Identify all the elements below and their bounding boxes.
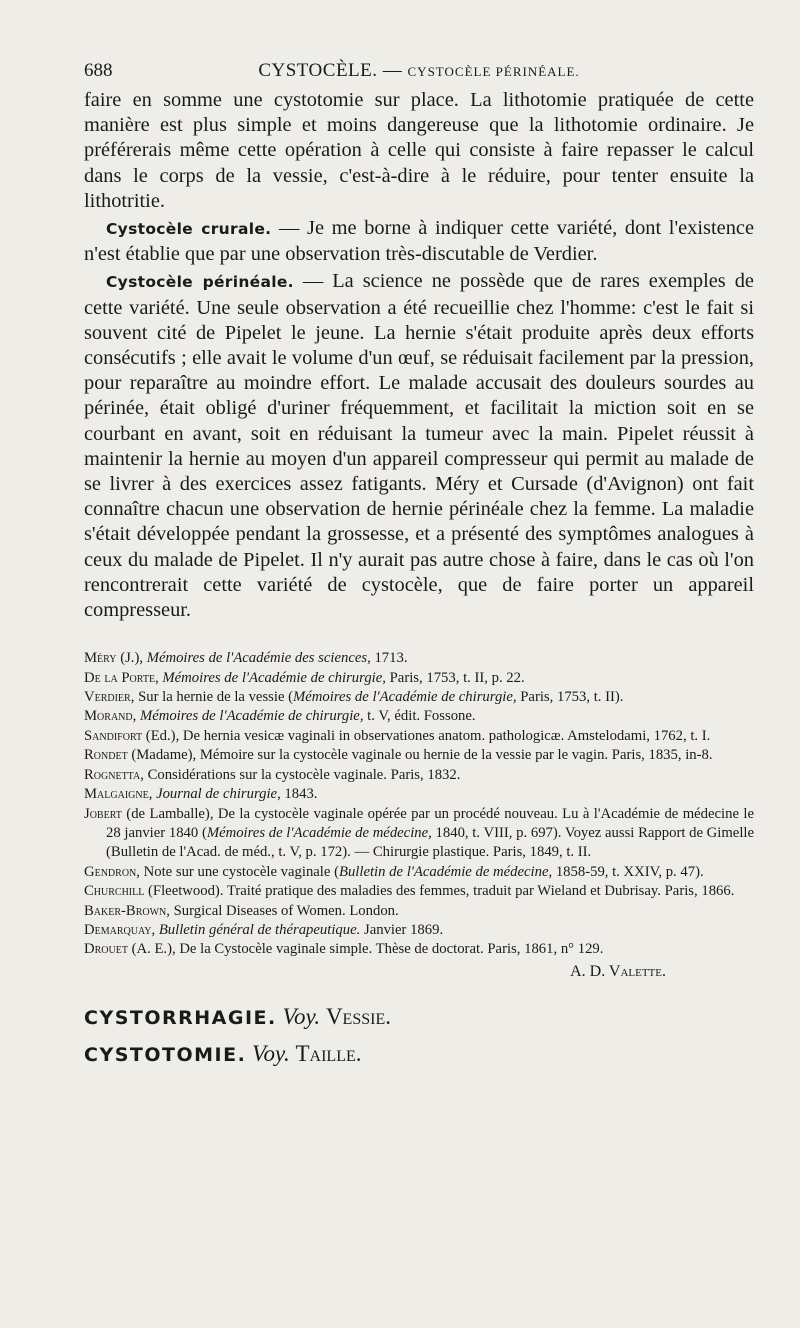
reference-title: Mémoires de l'Académie de médecine, <box>206 824 432 841</box>
reference-details: Paris, 1753, t. II). <box>516 689 624 706</box>
reference-title: Mémoires de l'Académie de chirurgie, <box>162 669 386 686</box>
paragraph-continuation <box>84 88 754 214</box>
reference-entry <box>84 882 754 901</box>
reference-author: Jobert <box>84 805 122 822</box>
reference-text: , Surgical Diseases of Women. London. <box>166 902 399 919</box>
reference-author: Demarquay <box>84 921 152 938</box>
paragraph-text: faire en somme une cystotomie sur place. La lithotomie pratiquée de cette manière est plus simple et moins dangereuse que la lithotomie ordinaire. Je préférerais même cette opération à celle qui consiste à faire repasser le calcul dans le corps de la vessie, c'est-à-dire à le réduire, pour tenter ensuite la lithotritie. <box>84 89 754 212</box>
reference-text: (J.), <box>116 650 147 667</box>
reference-entry <box>84 688 754 707</box>
paragraph-text: — La science ne possède que de rares exemples de cette variété. Une seule observation a été recueillie chez l'homme: c'est le fait si souvent cité de Pipelet le jeune. La hernie s'était produite après deux efforts consécutifs ; elle avait le volume d'un œuf, se réduisait facilement par la pression, pour reparaître au moindre effort. Le malade accusait des douleurs sourdes au périnée, était obligé d'uriner fréquemment, et facilitait la miction soit en se courbant en avant, soit en réduisant la tumeur avec la main. Pipelet réussit à maintenir la hernie au moyen d'un appareil compresseur qui permit au malade de se livrer à des exercices assez fatigants. Méry et Cursade (d'Avignon) ont fait connaître chacun une observation de hernie périnéale chez la femme. La maladie s'était développée pendant la grossesse, et a présenté des symptômes analogues à ceux du malade de Pipelet. Il n'y aurait pas autre chose à faire, dans le cas où l'on rencontrerait cette variété de cystocèle, que de faire porter un appareil compresseur. <box>84 270 754 622</box>
reference-title: Bulletin général de thérapeutique. <box>158 921 361 938</box>
reference-author: Sandifort <box>84 727 143 744</box>
running-title-sub: CYSTOCÈLE PÉRINÉALE. <box>407 64 580 79</box>
book-page <box>84 56 754 1073</box>
reference-entry <box>84 902 754 921</box>
reference-details: t. V, édit. Fossone. <box>363 708 476 725</box>
cross-reference-target: Taille. <box>295 1040 362 1066</box>
reference-details: Janvier 1869. <box>360 921 444 938</box>
reference-entry <box>84 785 754 804</box>
reference-entry <box>84 940 754 959</box>
reference-entry <box>84 649 754 668</box>
reference-text: , Considérations sur la cystocèle vaginale. Paris, 1832. <box>140 766 461 783</box>
paragraph-text: — Je me borne à indiquer cette variété, dont l'existence n'est établie que par une observation très-discutable de Verdier. <box>84 217 754 266</box>
section-lead: Cystocèle crurale. <box>106 220 272 239</box>
reference-text: (A. E.), De la Cystocèle vaginale simple. Thèse de doctorat. Paris, 1861, n° 129. <box>127 941 604 958</box>
reference-details: 1713. <box>370 650 408 667</box>
reference-author: Rondet <box>84 747 128 764</box>
reference-text: (Madame), Mémoire sur la cystocèle vaginale ou hernie de la vessie par le vagin. Paris, 1835, in-8. <box>127 747 713 764</box>
reference-details: 1843. <box>280 786 318 803</box>
reference-entry <box>84 766 754 785</box>
reference-title: Mémoires de l'Académie des sciences, <box>146 650 371 667</box>
reference-entry <box>84 746 754 765</box>
reference-author: Churchill <box>84 883 145 900</box>
reference-text: , <box>148 786 157 803</box>
paragraph-cystocele-perineale <box>84 269 754 623</box>
running-title <box>84 60 754 82</box>
reference-text: , Note sur une cystocèle vaginale ( <box>136 863 339 880</box>
voy-label: Voy. <box>282 1003 321 1029</box>
running-title-main: CYSTOCÈLE. — <box>258 60 408 81</box>
reference-author: Morand <box>84 708 133 725</box>
cross-reference <box>84 999 754 1036</box>
reference-text: (Ed.), De hernia vesicæ vaginali in observationes anatom. pathologicæ. Amstelodami, 1762, t. I. <box>142 727 711 744</box>
reference-author: Rognetta <box>84 766 141 783</box>
entry-term: CYSTOTOMIE. <box>84 1043 247 1066</box>
author-signature: A. D. Valette. <box>570 962 666 980</box>
reference-details: Paris, 1753, t. II, p. 22. <box>385 669 525 686</box>
cross-reference-target: Vessie. <box>325 1003 391 1029</box>
paragraph-cystocele-crurale <box>84 216 754 267</box>
page-number: 688 <box>84 60 113 81</box>
reference-author: De la Porte <box>84 669 156 686</box>
cross-reference-list <box>84 999 754 1073</box>
reference-entry <box>84 669 754 688</box>
reference-entry <box>84 805 754 863</box>
running-header <box>84 56 754 88</box>
reference-details: 1858-59, t. XXIV, p. 47). <box>552 863 704 880</box>
reference-entry <box>84 727 754 746</box>
reference-author: Baker-Brown <box>84 902 167 919</box>
reference-title: Mémoires de l'Académie de chirurgie, <box>293 689 517 706</box>
bibliography <box>84 649 754 960</box>
cross-reference <box>84 1036 754 1073</box>
reference-text: (de Lamballe), De la cystocèle vaginale opérée par un procédé nouveau. Lu à l'Académie de médecine le 28 janvier 1840 ( <box>106 805 754 841</box>
reference-entry <box>84 863 754 882</box>
reference-author: Gendron <box>84 863 137 880</box>
reference-text: , <box>151 921 159 938</box>
reference-author: Méry <box>84 650 117 667</box>
entry-term: CYSTORRHAGIE. <box>84 1006 277 1029</box>
reference-entry <box>84 707 754 726</box>
reference-author: Verdier <box>84 689 131 706</box>
section-lead: Cystocèle périnéale. <box>106 273 294 292</box>
reference-author: Malgaigne <box>84 786 149 803</box>
reference-title: Journal de chirurgie, <box>156 786 281 803</box>
reference-text: (Fleetwood). Traité pratique des maladies des femmes, traduit par Wieland et Dubrisay. Paris, 1866. <box>144 883 735 900</box>
reference-author: Drouet <box>84 941 128 958</box>
reference-text: , <box>132 708 140 725</box>
reference-title: Bulletin de l'Académie de médecine, <box>338 863 553 880</box>
reference-text: , Sur la hernie de la vessie ( <box>130 689 294 706</box>
voy-label: Voy. <box>252 1040 290 1066</box>
reference-title: Mémoires de l'Académie de chirurgie, <box>139 708 364 725</box>
reference-details: 1840, t. VIII, p. 697). Voyez aussi Rapport de Gimelle (Bulletin de l'Acad. de méd., t. V, p. 172). — Chirurgie plastique. Paris, 1849, t. II. <box>106 824 754 861</box>
reference-text: , <box>155 669 163 686</box>
reference-entry <box>84 921 754 940</box>
